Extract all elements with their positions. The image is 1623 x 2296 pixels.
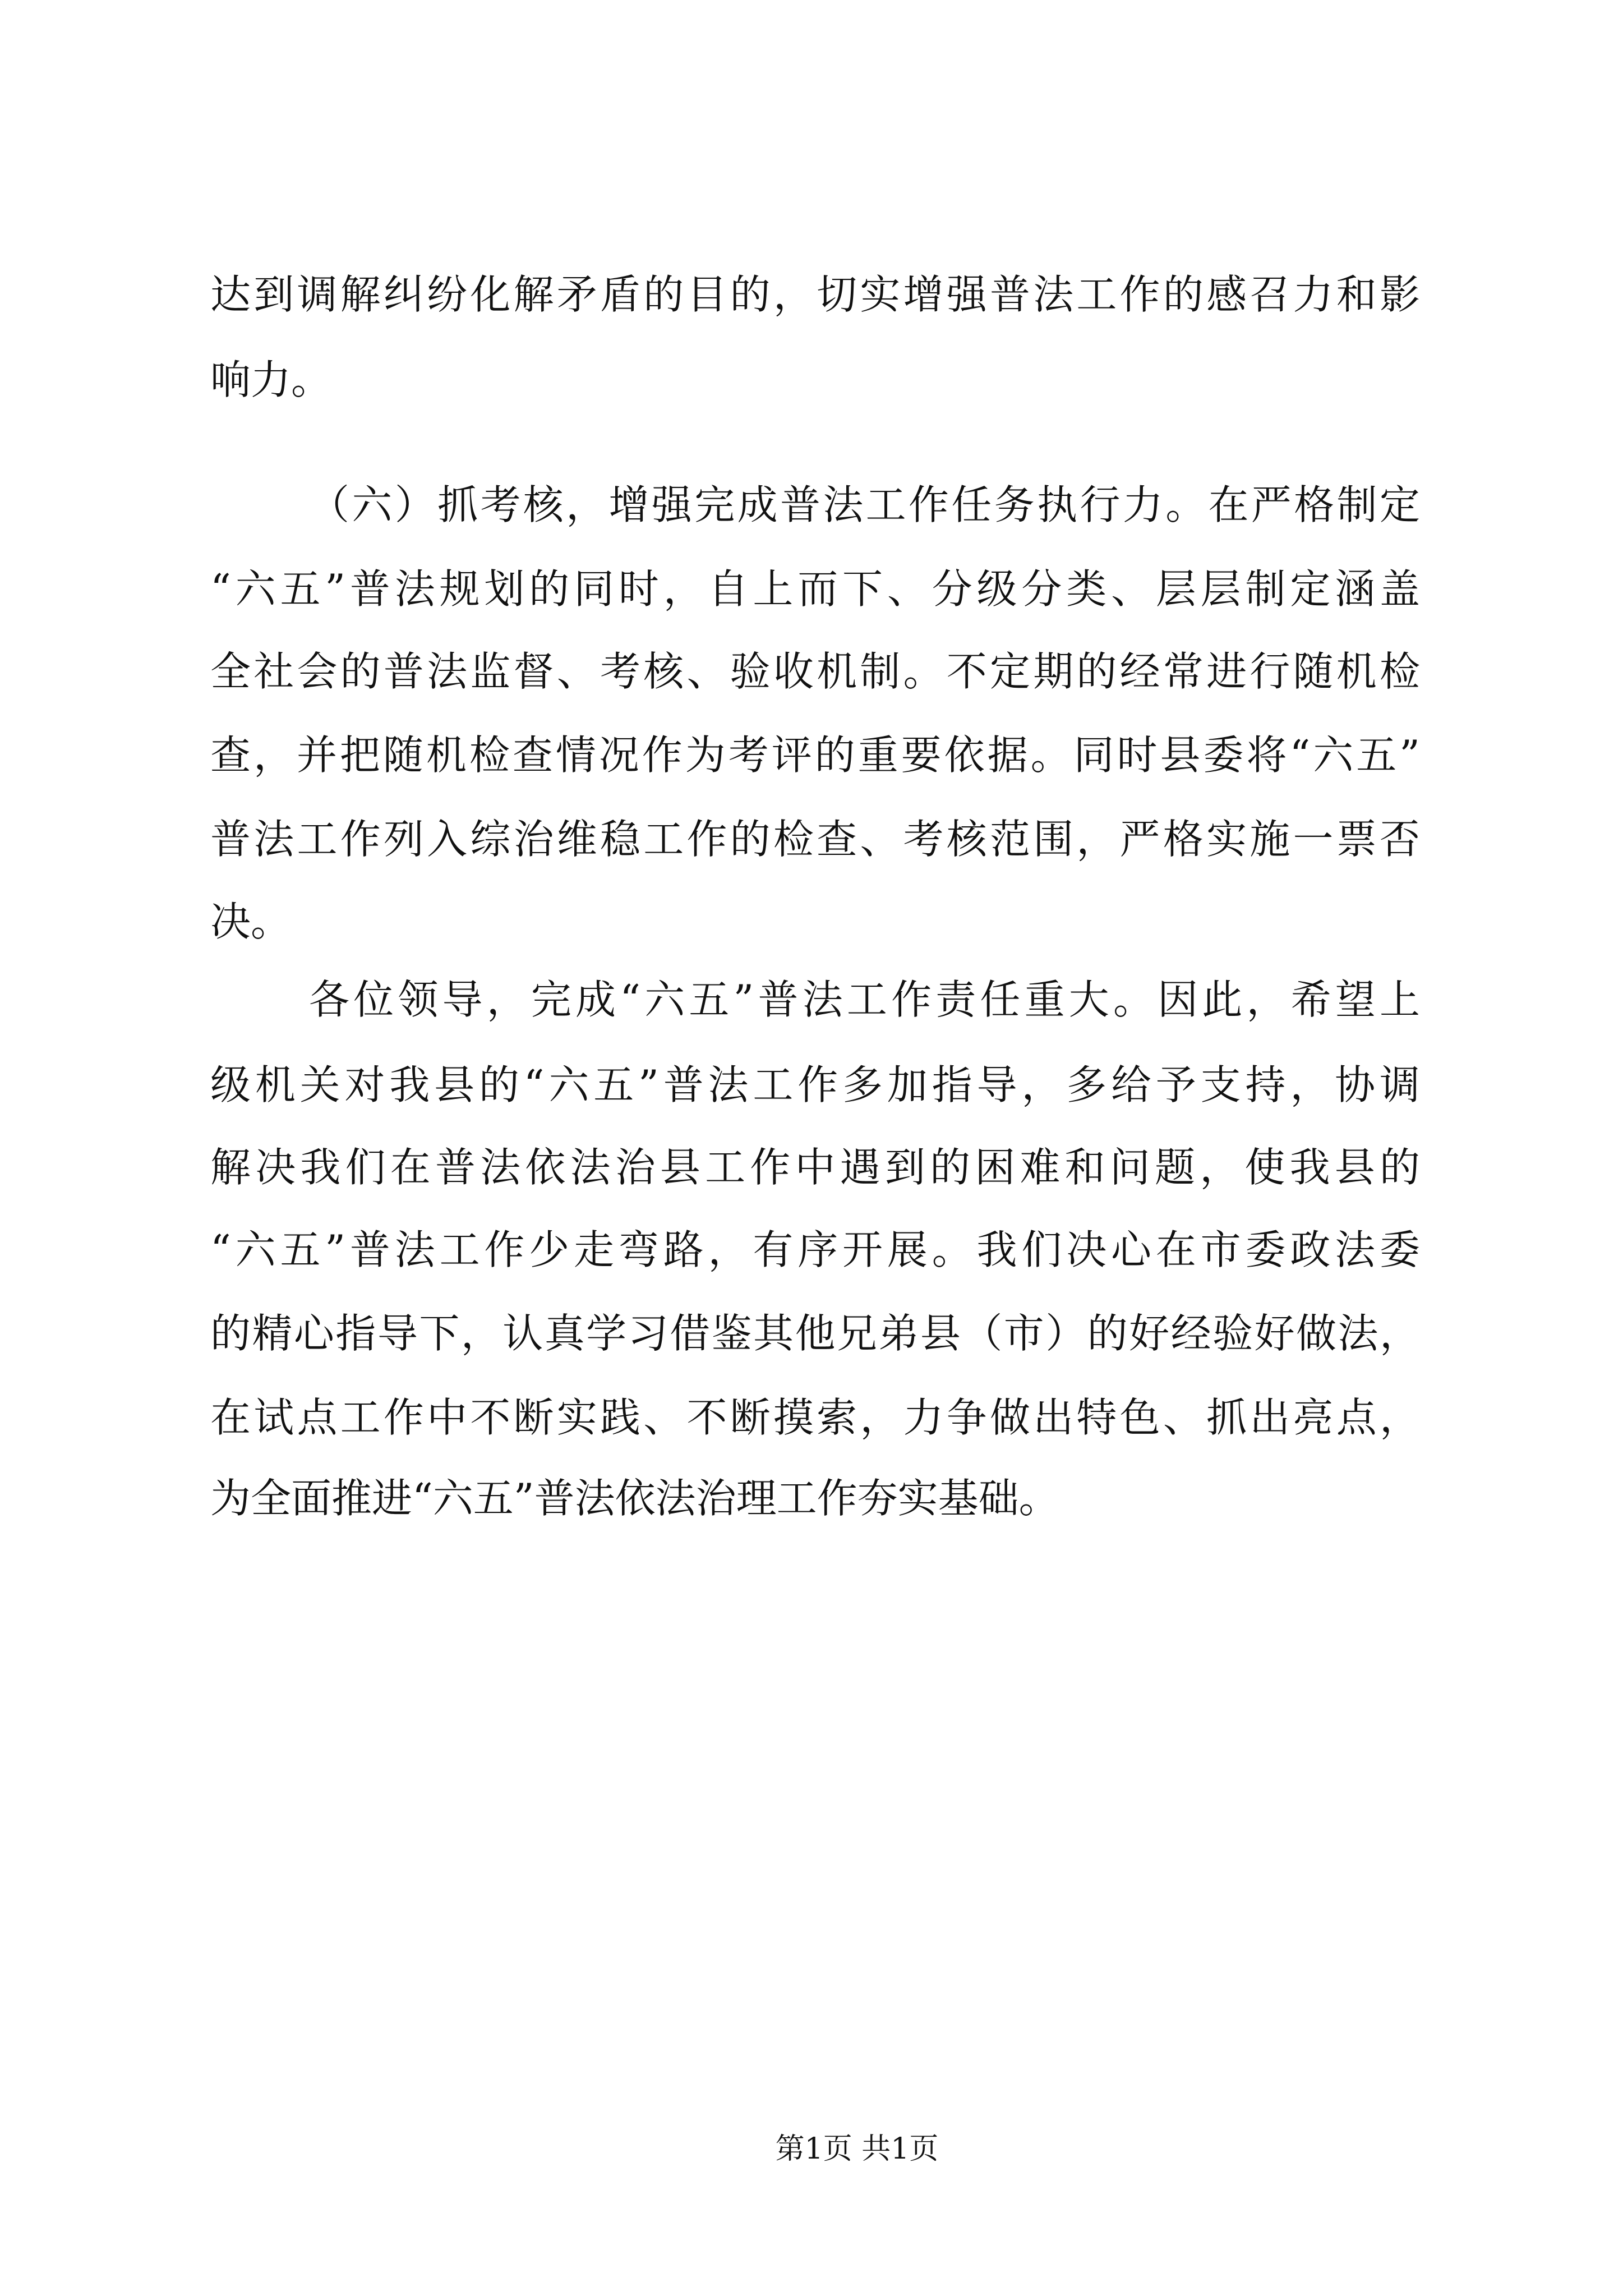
body-text-line: 响力。 xyxy=(210,356,332,403)
body-text-line: 普法工作列入综治维稳工作的检查、考核范围，严格实施一票否 xyxy=(210,816,1420,863)
body-text-line: “六五”普法工作少走弯路，有序开展。我们决心在市委政法委 xyxy=(210,1226,1420,1273)
body-text-line: 的精心指导下，认真学习借鉴其他兄弟县（市）的好经验好做法， xyxy=(210,1310,1420,1357)
body-text-line: 决。 xyxy=(210,898,292,945)
body-text-line: 在试点工作中不断实践、不断摸索，力争做出特色、抓出亮点， xyxy=(210,1394,1420,1441)
body-text-line: 为全面推进“六五”普法依法治理工作夯实基础。 xyxy=(210,1475,1059,1522)
body-text-line: 级机关对我县的“六五”普法工作多加指导，多给予支持，协调 xyxy=(210,1061,1420,1108)
body-text-line: （六）抓考核，增强完成普法工作任务执行力。在严格制定 xyxy=(309,481,1420,528)
body-text-line: 全社会的普法监督、考核、验收机制。不定期的经常进行随机检 xyxy=(210,648,1420,695)
body-text-line: 解决我们在普法依法治县工作中遇到的困难和问题，使我县的 xyxy=(210,1144,1420,1191)
body-text-line: 达到调解纠纷化解矛盾的目的，切实增强普法工作的感召力和影 xyxy=(210,271,1420,318)
body-text-line: 查，并把随机检查情况作为考评的重要依据。同时县委将“六五” xyxy=(210,731,1420,779)
body-text-line: 各位领导，完成“六五”普法工作责任重大。因此，希望上 xyxy=(309,976,1420,1023)
body-text-line: “六五”普法规划的同时，自上而下、分级分类、层层制定涵盖 xyxy=(210,565,1420,613)
page-number-footer: 第1页 共1页 xyxy=(775,2132,939,2166)
